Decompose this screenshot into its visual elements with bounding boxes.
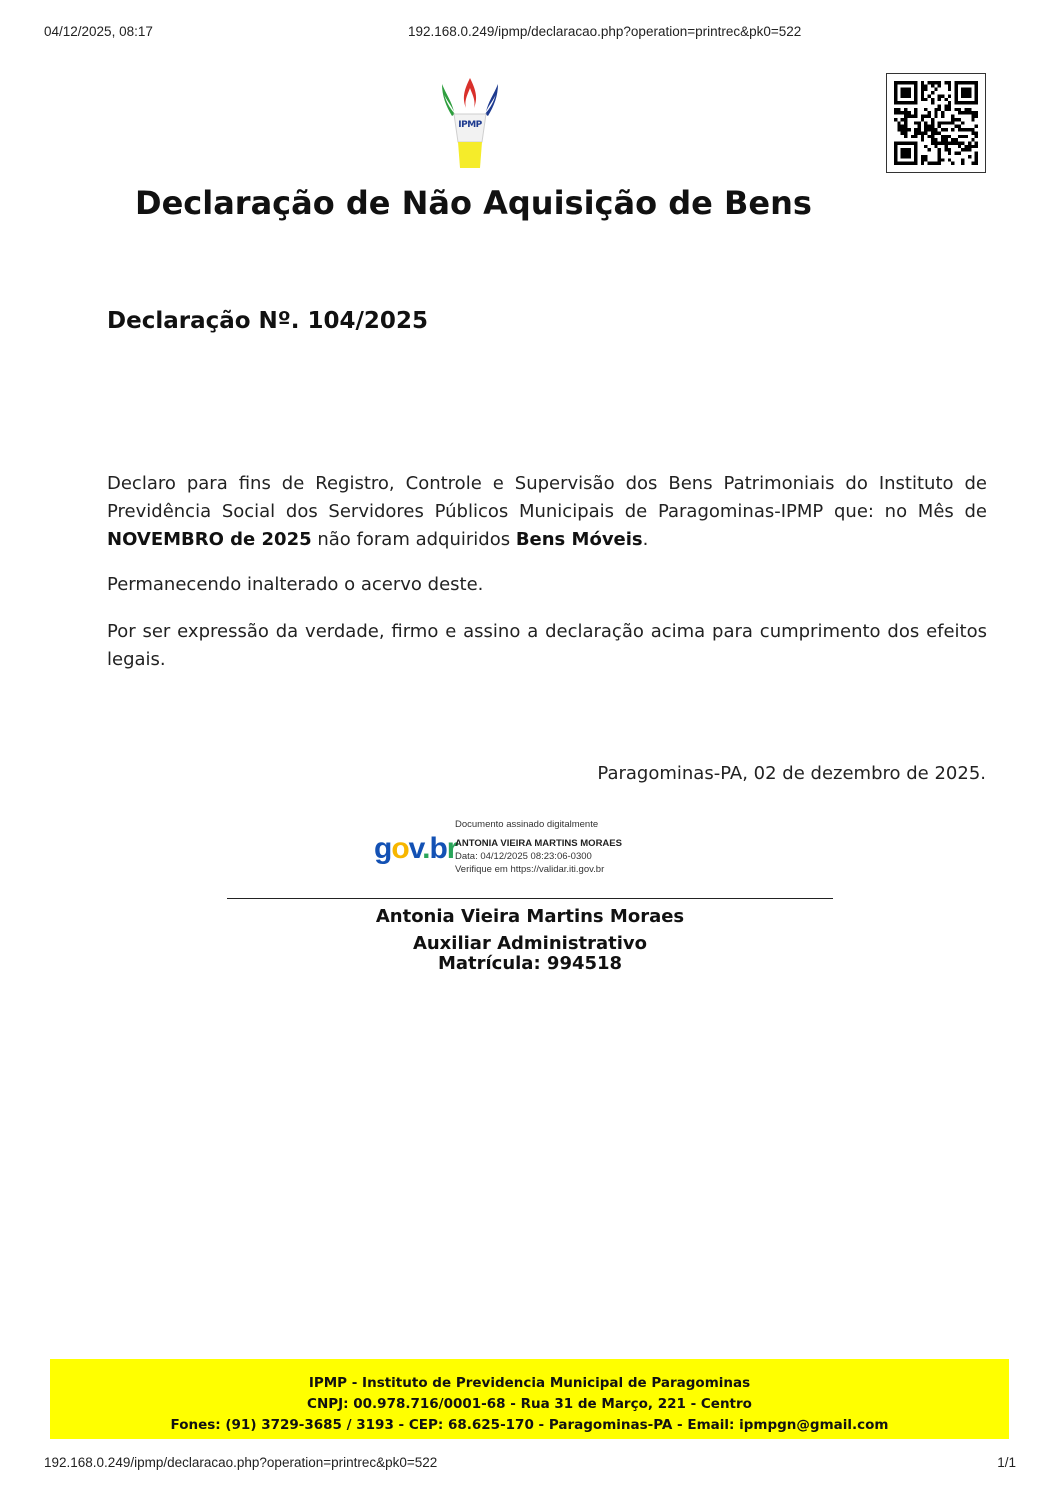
declaration-body bbox=[107, 470, 987, 674]
place-date: Paragominas-PA, 02 de dezembro de 2025. bbox=[597, 763, 986, 784]
qr-code bbox=[886, 73, 986, 173]
govbr-logo: gov.br bbox=[374, 832, 458, 865]
signer-registration: Matrícula: 994518 bbox=[437, 953, 623, 974]
document-title: Declaração de Não Aquisição de Bens bbox=[135, 184, 812, 222]
footer-contact: Fones: (91) 3729-3685 / 3193 - CEP: 68.625-170 - Paragominas-PA - Email: ipmpgn@gmail.com bbox=[170, 1417, 889, 1433]
reference-month: NOVEMBRO de 2025 bbox=[107, 529, 312, 550]
print-footer-url: 192.168.0.249/ipmp/declaracao.php?operation=printrec&pk0=522 bbox=[44, 1455, 438, 1470]
page-number: 1/1 bbox=[997, 1455, 1016, 1470]
paragraph-unchanged: Permanecendo inalterado o acervo deste. bbox=[107, 574, 484, 595]
digital-signature-stamp bbox=[372, 818, 642, 878]
signature-signer: ANTONIA VIEIRA MARTINS MORAES bbox=[455, 838, 622, 849]
signature-date: Data: 04/12/2025 08:23:06-0300 bbox=[455, 851, 592, 862]
paragraph-end: . bbox=[642, 529, 649, 550]
signature-line bbox=[227, 898, 833, 899]
paragraph-intro: Declaro para fins de Registro, Controle e Supervisão dos Bens Patrimoniais do Instituto de Previdência Social dos Servidores Públicos Municipais de Paragominas-IPMP que: no Mês de bbox=[107, 473, 987, 522]
ipmp-logo bbox=[440, 76, 500, 172]
print-datetime: 04/12/2025, 08:17 bbox=[44, 24, 153, 39]
footer-address: CNPJ: 00.978.716/0001-68 - Rua 31 de Março, 221 - Centro bbox=[307, 1396, 752, 1412]
paragraph-closing: Por ser expressão da verdade, firmo e assino a declaração acima para cumprimento dos efeitos legais. bbox=[107, 621, 987, 670]
signature-line1: Documento assinado digitalmente bbox=[455, 819, 599, 830]
declaration-number: Declaração Nº. 104/2025 bbox=[107, 308, 428, 334]
qr-code-icon bbox=[894, 81, 978, 165]
signer-role: Auxiliar Administrativo bbox=[412, 933, 648, 954]
institution-footer bbox=[50, 1359, 1009, 1439]
footer-institution: IPMP - Instituto de Previdencia Municipal de Paragominas bbox=[308, 1375, 751, 1391]
print-header bbox=[0, 24, 1058, 44]
paragraph-declaration bbox=[107, 470, 987, 554]
signer-name: Antonia Vieira Martins Moraes bbox=[375, 906, 685, 927]
ipmp-logo-text: IPMP bbox=[458, 120, 482, 130]
asset-type: Bens Móveis bbox=[515, 529, 643, 550]
paragraph-middle: não foram adquiridos bbox=[311, 529, 516, 550]
print-footer bbox=[0, 1455, 1058, 1475]
signature-verify: Verifique em https://validar.iti.gov.br bbox=[455, 864, 605, 875]
signature-details bbox=[455, 818, 622, 876]
signer-block bbox=[227, 905, 833, 973]
print-url: 192.168.0.249/ipmp/declaracao.php?operation=printrec&pk0=522 bbox=[408, 24, 802, 39]
